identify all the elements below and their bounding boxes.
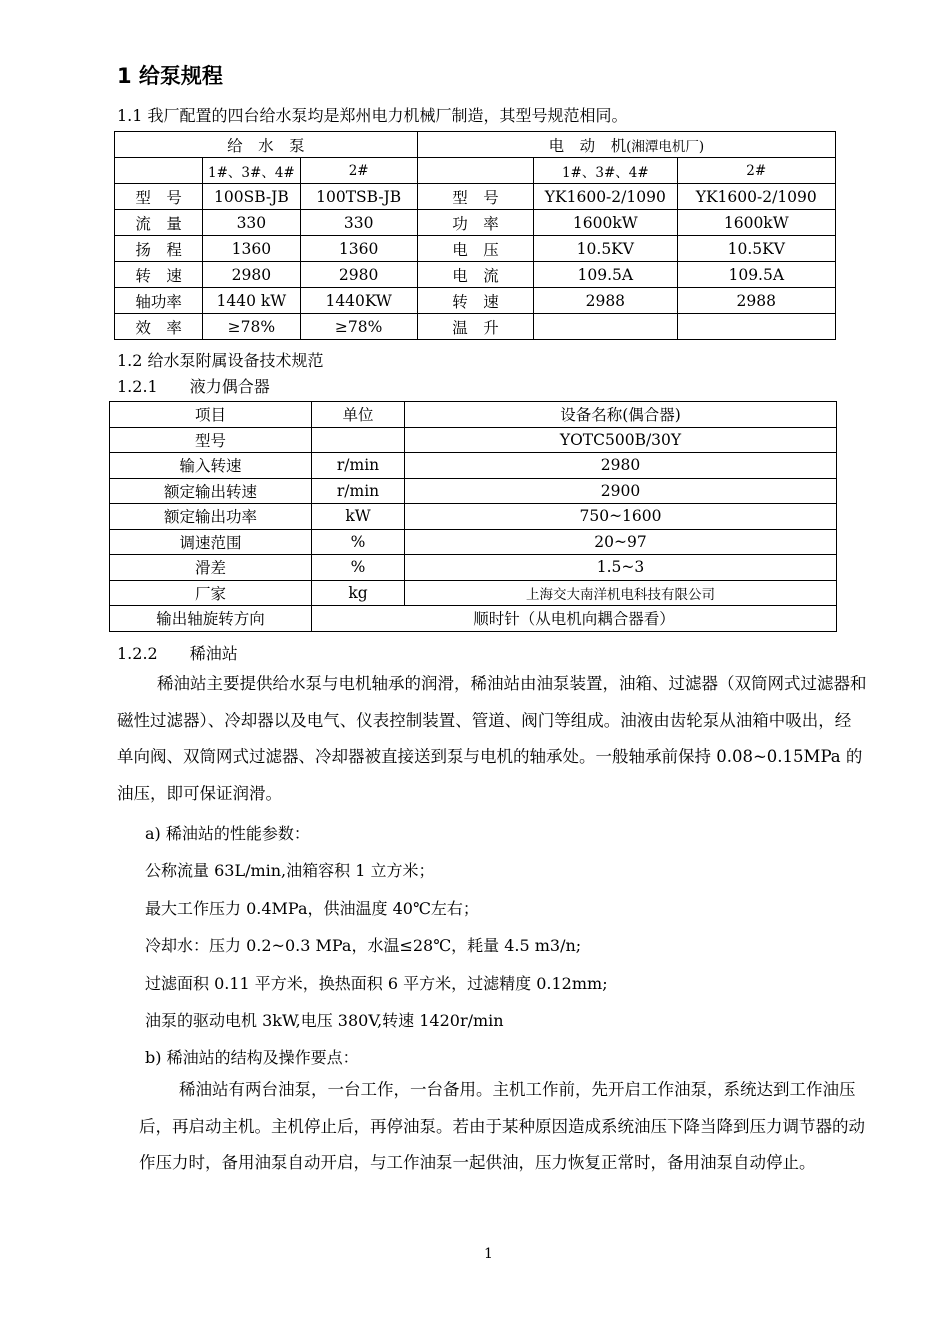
pump-param-label: 扬 程: [115, 236, 203, 262]
pump-sub-2: 2#: [300, 158, 417, 184]
pump-value-2: 1360: [300, 236, 417, 262]
coupler-spec-table: [109, 401, 837, 632]
value-cell: YOTC500B/30Y: [405, 427, 837, 453]
motor-sub-1: 1#、3#、4#: [534, 158, 677, 184]
motor-sub-2: 2#: [677, 158, 835, 184]
motor-param-label: 电 压: [417, 236, 533, 262]
value-cell: 1.5~3: [405, 555, 837, 581]
table-header-row: [110, 402, 837, 428]
motor-value-1: 10.5KV: [534, 236, 677, 262]
oil-station-intro: 稀油站主要提供给水泵与电机轴承的润滑，稀油站由油泵装置，油箱、过滤器（双筒网式过滤器和磁性过滤器）、冷却器以及电气、仪表控制装置、管道、阀门等组成。油液由齿轮泵从油箱中吸出，经单向阀、双筒网式过滤器、冷却器被直接送到泵与电机的轴承处。一般轴承前保持 0.08~0.15MPa 的油压，即可保证润滑。: [117, 674, 867, 803]
item-cell: 输出轴旋转方向: [110, 606, 312, 632]
motor-value-2: YK1600-2/1090: [677, 184, 835, 210]
value-cell: 2980: [405, 453, 837, 479]
motor-header-label: 电 动 机: [548, 136, 627, 155]
table-row: [110, 580, 837, 606]
table-row: [115, 288, 836, 314]
spec-line: 公称流量 63L/min,油箱容积 1 立方米；: [145, 861, 435, 880]
unit-cell: r/min: [312, 453, 405, 479]
item-b-heading: b) 稀油站的结构及操作要点：: [145, 1048, 359, 1067]
table-row: [110, 555, 837, 581]
value-cell: 750~1600: [405, 504, 837, 530]
pump-value-2: 1440KW: [300, 288, 417, 314]
empty-cell: [115, 158, 203, 184]
motor-value-2: [677, 314, 835, 340]
pump-value-2: 330: [300, 210, 417, 236]
header-device: 设备名称(偶合器): [405, 402, 837, 428]
motor-header: [417, 132, 835, 158]
table-row: [110, 529, 837, 555]
pump-value-1: 1360: [203, 236, 300, 262]
unit-cell: %: [312, 529, 405, 555]
motor-maker: (湘潭电机厂): [626, 138, 705, 155]
header-item: 项目: [110, 402, 312, 428]
item-cell: 调速范围: [110, 529, 312, 555]
item-cell: 额定输出转速: [110, 478, 312, 504]
motor-value-1: [534, 314, 677, 340]
table-header-row: [115, 132, 836, 158]
section-1-2-1: 1.2.1 液力偶合器: [117, 377, 270, 396]
unit-cell: [312, 427, 405, 453]
table-row: [110, 478, 837, 504]
table-row: [115, 236, 836, 262]
section-1-2: 1.2 给水泵附属设备技术规范: [117, 351, 324, 370]
pump-value-1: 1440 kW: [203, 288, 300, 314]
pump-value-2: ≥78%: [300, 314, 417, 340]
pump-param-label: 效 率: [115, 314, 203, 340]
motor-value-1: 2988: [534, 288, 677, 314]
table-row: [110, 453, 837, 479]
table-row: [110, 606, 837, 632]
table-row: [110, 504, 837, 530]
motor-value-2: 2988: [677, 288, 835, 314]
spec-line: 最大工作压力 0.4MPa，供油温度 40℃左右；: [145, 899, 479, 918]
motor-param-label: 温 升: [417, 314, 533, 340]
pump-value-1: 100SB-JB: [203, 184, 300, 210]
motor-param-label: 电 流: [417, 262, 533, 288]
table-subheader-row: [115, 158, 836, 184]
table-row: [115, 210, 836, 236]
spec-line: 油泵的驱动电机 3kW,电压 380V,转速 1420r/min: [145, 1011, 504, 1030]
motor-value-2: 10.5KV: [677, 236, 835, 262]
table-row: [110, 427, 837, 453]
item-a-heading: a) 稀油站的性能参数：: [145, 824, 310, 843]
pump-value-2: 2980: [300, 262, 417, 288]
section-1-2-2: 1.2.2 稀油站: [117, 644, 238, 663]
section-1-1: 1.1 我厂配置的四台给水泵均是郑州电力机械厂制造，其型号规范相同。: [117, 106, 628, 125]
value-cell: 顺时针（从电机向耦合器看）: [312, 606, 837, 632]
pump-param-label: 流 量: [115, 210, 203, 236]
motor-value-2: 109.5A: [677, 262, 835, 288]
page-title: 1 给泵规程: [117, 64, 223, 88]
item-cell: 输入转速: [110, 453, 312, 479]
pump-value-2: 100TSB-JB: [300, 184, 417, 210]
motor-value-2: 1600kW: [677, 210, 835, 236]
spec-line: 冷却水：压力 0.2~0.3 MPa，水温≤28℃，耗量 4.5 m3/n;: [145, 936, 582, 955]
unit-cell: kg: [312, 580, 405, 606]
motor-value-1: 1600kW: [534, 210, 677, 236]
value-cell: 2900: [405, 478, 837, 504]
unit-cell: %: [312, 555, 405, 581]
item-cell: 滑差: [110, 555, 312, 581]
page-number: 1: [484, 1246, 493, 1262]
pump-header: 给 水 泵: [115, 132, 418, 158]
pump-value-1: ≥78%: [203, 314, 300, 340]
oil-station-operation: 稀油站有两台油泵，一台工作，一台备用。主机工作前，先开启工作油泵，系统达到工作油压后，再启动主机。主机停止后，再停油泵。若由于某种原因造成系统油压下降当降到压力调节器的动作压力时，备用油泵自动开启，与工作油泵一起供油，压力恢复正常时，备用油泵自动停止。: [139, 1080, 865, 1172]
motor-param-label: 型 号: [417, 184, 533, 210]
table-row: [115, 262, 836, 288]
pump-param-label: 型 号: [115, 184, 203, 210]
pump-param-label: 轴功率: [115, 288, 203, 314]
pump-value-1: 2980: [203, 262, 300, 288]
unit-cell: kW: [312, 504, 405, 530]
item-cell: 额定输出功率: [110, 504, 312, 530]
pump-sub-1: 1#、3#、4#: [203, 158, 300, 184]
motor-value-1: YK1600-2/1090: [534, 184, 677, 210]
value-cell: 上海交大南洋机电科技有限公司: [405, 580, 837, 606]
empty-cell: [417, 158, 533, 184]
motor-param-label: 功 率: [417, 210, 533, 236]
header-unit: 单位: [312, 402, 405, 428]
table-row: [115, 184, 836, 210]
unit-cell: r/min: [312, 478, 405, 504]
spec-line: 过滤面积 0.11 平方米，换热面积 6 平方米，过滤精度 0.12mm;: [145, 974, 608, 993]
table-row: [115, 314, 836, 340]
item-cell: 型号: [110, 427, 312, 453]
item-cell: 厂家: [110, 580, 312, 606]
value-cell: 20~97: [405, 529, 837, 555]
motor-param-label: 转 速: [417, 288, 533, 314]
pump-motor-spec-table: [114, 131, 836, 340]
motor-value-1: 109.5A: [534, 262, 677, 288]
pump-param-label: 转 速: [115, 262, 203, 288]
pump-value-1: 330: [203, 210, 300, 236]
